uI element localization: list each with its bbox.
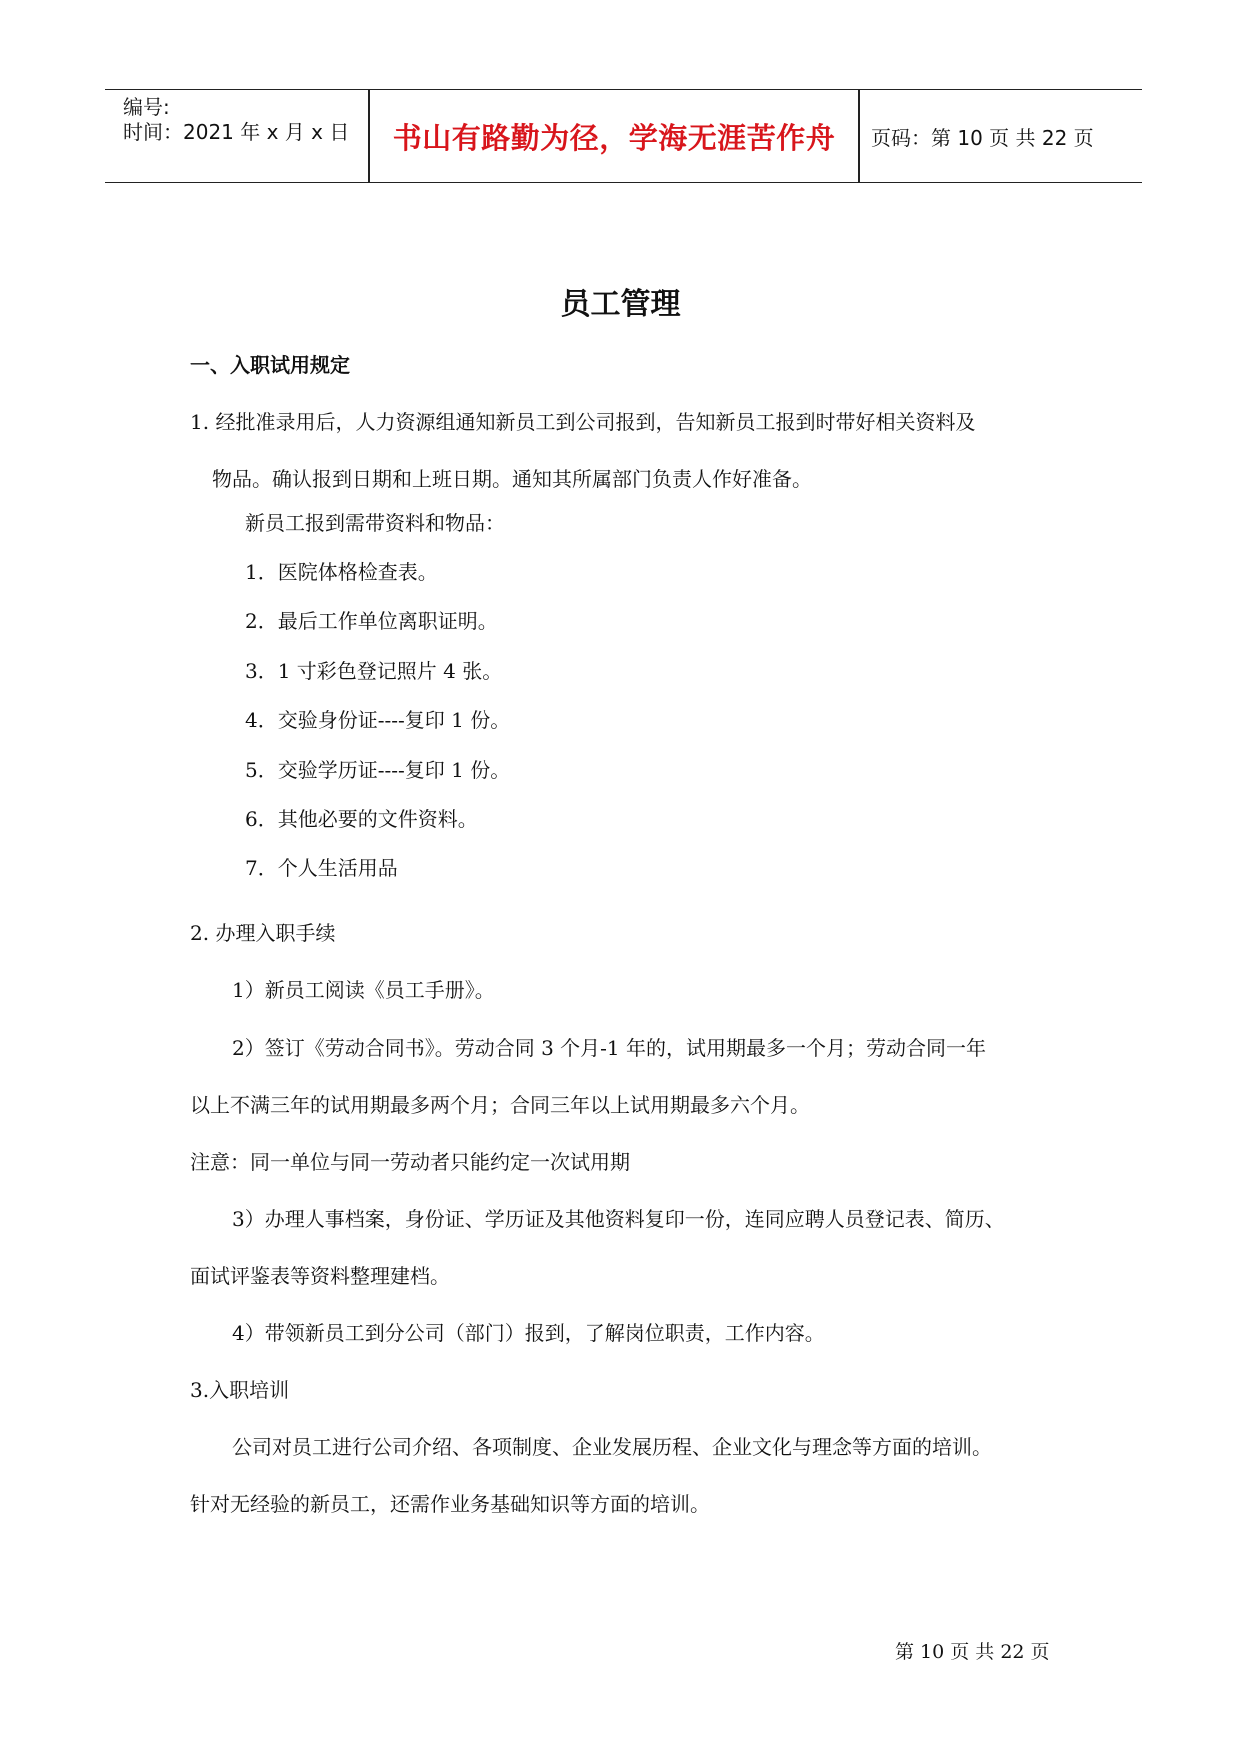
section-heading: 一、入职试用规定 bbox=[190, 353, 350, 377]
paragraph-line: 物品。确认报到日期和上班日期。通知其所属部门负责人作好准备。 bbox=[212, 467, 812, 491]
document-title: 员工管理 bbox=[560, 287, 681, 322]
list-item: 4．交验身份证----复印 1 份。 bbox=[245, 708, 511, 732]
paragraph-line: 3）办理人事档案，身份证、学历证及其他资料复印一份，连同应聘人员登记表、简历、 bbox=[232, 1207, 1005, 1231]
paragraph-line: 4）带领新员工到分公司（部门）报到，了解岗位职责，工作内容。 bbox=[232, 1321, 825, 1345]
header-page-info: 页码：第 10 页 共 22 页 bbox=[871, 125, 1094, 150]
serial-label: 编号: bbox=[123, 95, 170, 119]
paragraph-line: 公司对员工进行公司介绍、各项制度、企业发展历程、企业文化与理念等方面的培训。 bbox=[232, 1435, 992, 1459]
list-item: 6．其他必要的文件资料。 bbox=[245, 807, 478, 831]
header-meta bbox=[115, 90, 365, 182]
list-item: 3．1 寸彩色登记照片 4 张。 bbox=[245, 659, 503, 683]
subsection-heading: 2. 办理入职手续 bbox=[190, 921, 336, 945]
note-line: 注意：同一单位与同一劳动者只能约定一次试用期 bbox=[190, 1150, 630, 1174]
paragraph-line: 面试评鉴表等资料整理建档。 bbox=[190, 1264, 450, 1288]
time-label: 时间：2021 年 x 月 x 日 bbox=[123, 120, 350, 144]
list-item: 2．最后工作单位离职证明。 bbox=[245, 609, 498, 633]
paragraph-line: 2）签订《劳动合同书》。劳动合同 3 个月-1 年的，试用期最多一个月；劳动合同一年 bbox=[232, 1036, 987, 1060]
header-motto: 书山有路勤为径，学海无涯苦作舟 bbox=[392, 120, 836, 155]
header-divider-right bbox=[858, 90, 860, 182]
materials-intro: 新员工报到需带资料和物品： bbox=[245, 511, 505, 535]
paragraph-line: 1. 经批准录用后，人力资源组通知新员工到公司报到，告知新员工报到时带好相关资料及 bbox=[190, 410, 976, 434]
list-item: 1．医院体格检查表。 bbox=[245, 560, 438, 584]
list-item: 5．交验学历证----复印 1 份。 bbox=[245, 758, 511, 782]
subsection-heading: 3.入职培训 bbox=[190, 1378, 290, 1402]
page-footer: 第 10 页 共 22 页 bbox=[895, 1641, 1050, 1663]
paragraph-line: 1）新员工阅读《员工手册》。 bbox=[232, 978, 495, 1002]
paragraph-line: 针对无经验的新员工，还需作业务基础知识等方面的培训。 bbox=[190, 1492, 710, 1516]
page-header bbox=[105, 89, 1142, 183]
list-item: 7．个人生活用品 bbox=[245, 856, 398, 880]
paragraph-line: 以上不满三年的试用期最多两个月；合同三年以上试用期最多六个月。 bbox=[190, 1093, 810, 1117]
